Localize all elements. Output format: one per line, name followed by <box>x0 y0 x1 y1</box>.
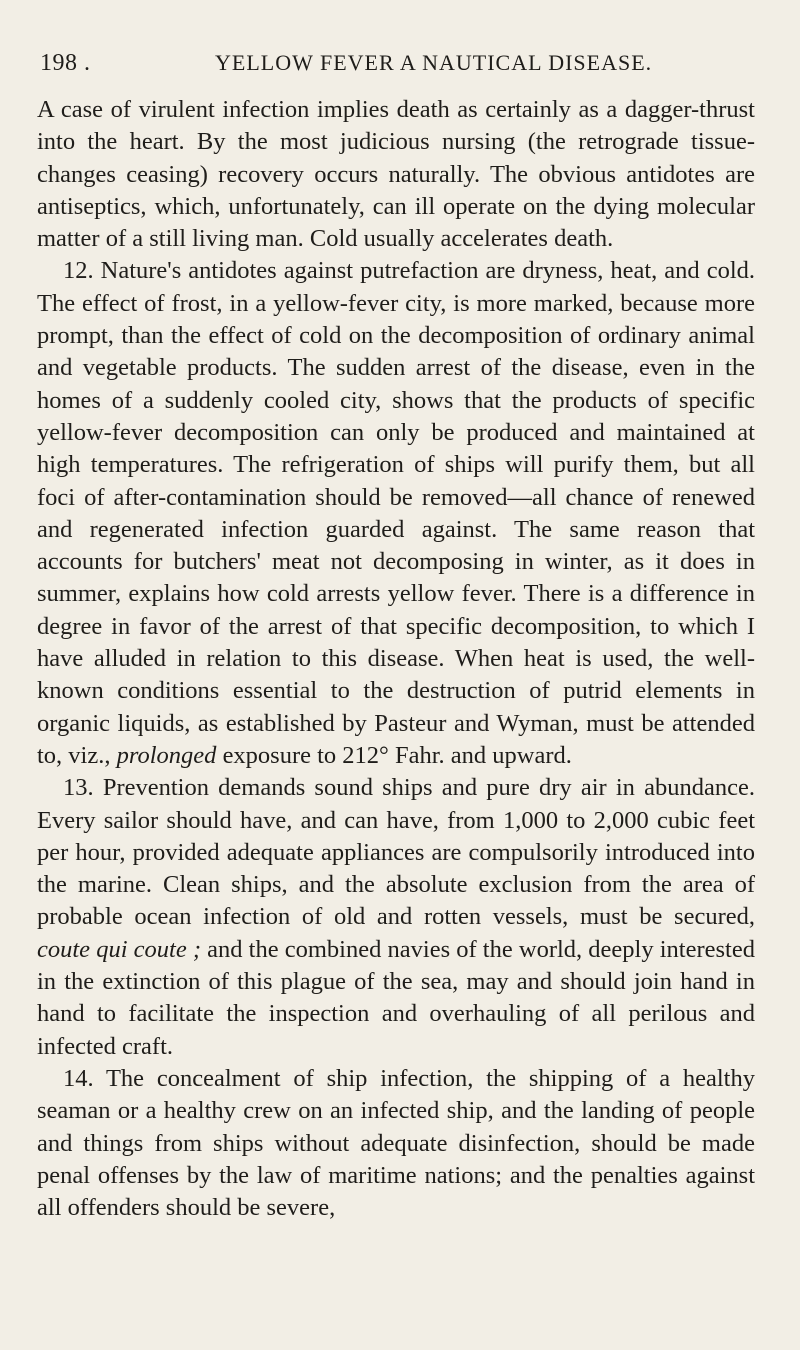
paragraph-13 <box>37 772 755 1063</box>
paragraph-14 <box>37 1063 755 1224</box>
italic-emphasis: prolonged <box>116 741 217 769</box>
paragraph-12 <box>37 255 755 772</box>
page-number: 198 . <box>40 50 91 76</box>
body-text <box>37 94 755 1224</box>
running-head: YELLOW FEVER A NAUTICAL DISEASE. <box>215 50 653 75</box>
italic-phrase: coute qui coute ; <box>37 935 202 963</box>
paragraph-text: 13. Prevention demands sound ships and pure dry air in abundance. Every sailor should have, and can have, from 1,000 to 2,000 cubic feet per hour, provided adequate appliances are compulsorily introduced into the marine. Clean ships, and the absolute exclusion from the area of probable ocean infection of old and rotten vessels, must be secured, <box>37 774 755 931</box>
paragraph-text: A case of virulent infection implies death as certainly as a dagger-thrust into the heart. By the most judicious nursing (the retrograde tissue-changes ceasing) recovery occurs naturally. The obvious antidotes are antiseptics, which, unfortunately, can ill operate on the dying molecular matter of a still living man. Cold usually accelerates death. <box>37 96 755 253</box>
paragraph-text: 12. Nature's antidotes against putrefaction are dryness, heat, and cold. The effect of frost, in a yellow-fever city, is more marked, because more prompt, than the effect of cold on the decomposition of ordinary animal and vegetable products. The sudden arrest of the disease, even in the homes of a suddenly cooled city, shows that the products of specific yellow-fever decomposition can only be produced and maintained at high temperatures. The refrigeration of ships will purify them, but all foci of after-contamination should be removed—all chance of renewed and regenerated infection guarded against. The same reason that accounts for butchers' meat not decomposing in winter, as it does in summer, explains how cold arrests yellow fever. There is a difference in degree in favor of the arrest of that specific decomposition, to which I have alluded in relation to this disease. When heat is used, the well-known conditions essential to the destruction of putrid elements in organic liquids, as established by Pasteur and Wyman, must be attended to, viz., <box>37 257 755 769</box>
paragraph-tail: and the combined navies of the world, deeply interested in the extinction of this plague of the sea, may and should join hand in hand to facilitate the inspection and overhauling of all perilous and infected craft. <box>37 935 755 1060</box>
paragraph-text: 14. The concealment of ship infection, the shipping of a healthy seaman or a healthy crew on an infected ship, and the landing of people and things from ships without adequate disinfection, should be made penal offenses by the law of maritime nations; and the penalties against all offenders should be severe, <box>37 1064 755 1222</box>
paragraph-intro <box>37 94 755 255</box>
paragraph-tail: exposure to 212° Fahr. and upward. <box>216 741 572 769</box>
page-header <box>40 50 760 82</box>
